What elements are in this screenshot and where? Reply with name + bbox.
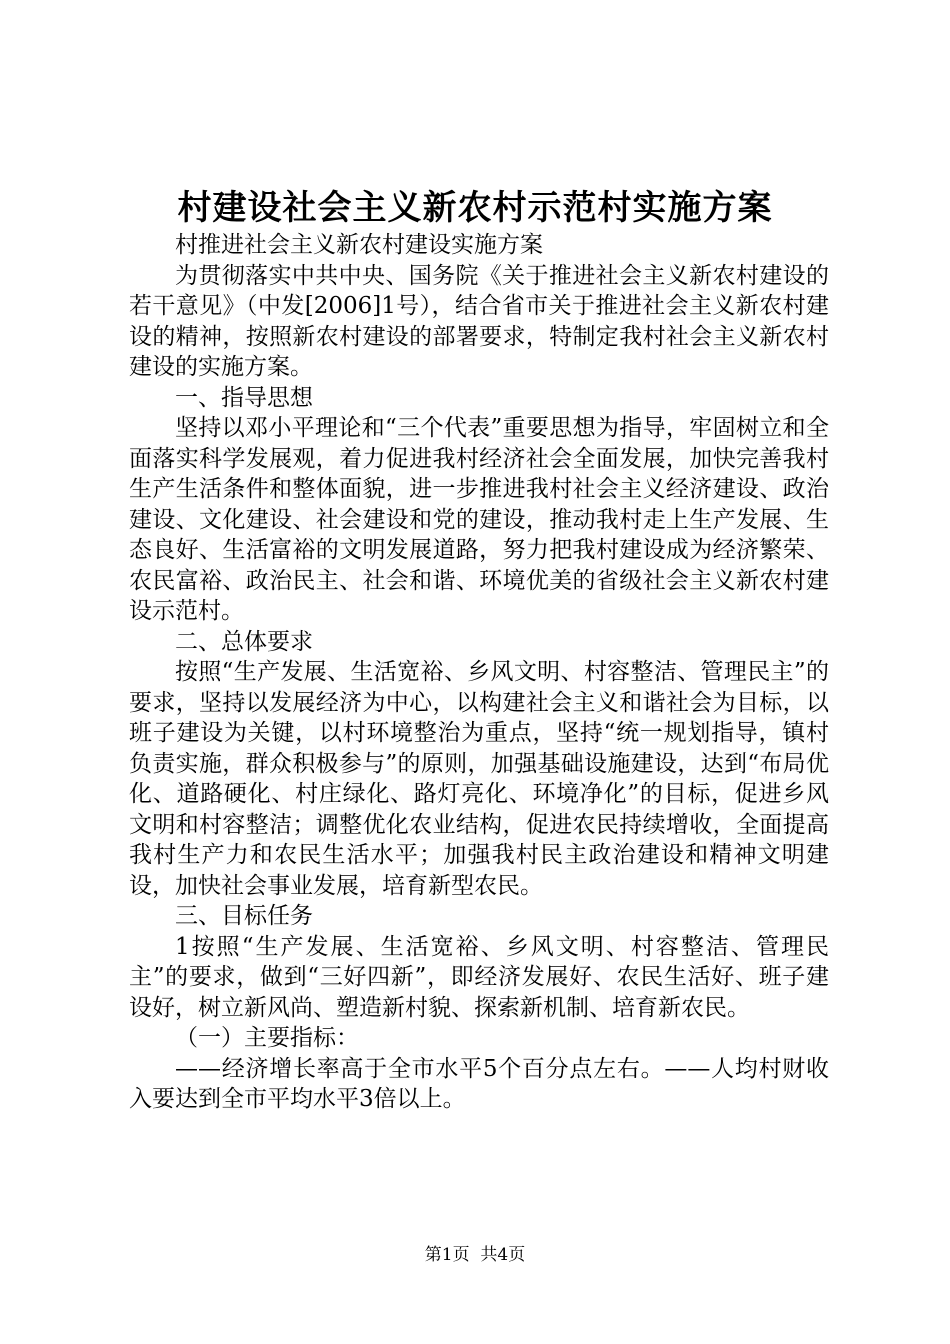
page-footer	[0, 1244, 950, 1266]
section-heading-guiding-ideology: 一、指导思想	[175, 384, 313, 411]
section-heading-overall-requirements: 二、总体要求	[175, 628, 313, 655]
paragraph-main-indicators: ——经济增长率高于全市水平5个百分点左右。——人均村财收入要达到全市平均水平3倍以上。	[129, 1055, 829, 1112]
document-title: 村建设社会主义新农村示范村实施方案	[177, 188, 773, 228]
document-body	[129, 230, 829, 1115]
page-number: 第1页	[424, 1245, 470, 1265]
paragraph-intro: 为贯彻落实中共中央、国务院《关于推进社会主义新农村建设的若干意见》（中发[2006]1号），结合省市关于推进社会主义新农村建设的精神，按照新农村建设的部署要求，特制定我村社会主义新农村建设的实施方案。	[129, 262, 829, 380]
page-total: 共4页	[480, 1245, 526, 1265]
paragraph-goals: 1按照“生产发展、生活宽裕、乡风文明、村容整洁、管理民主”的要求，做到“三好四新”，即经济发展好、农民生活好、班子建设好，树立新风尚、塑造新村貌、探索新机制、培育新农民。	[129, 933, 829, 1021]
paragraph-subtitle: 村推进社会主义新农村建设实施方案	[175, 232, 543, 258]
paragraph-guiding-ideology: 坚持以邓小平理论和“三个代表”重要思想为指导，牢固树立和全面落实科学发展观，着力促进我村经济社会全面发展，加快完善我村生产生活条件和整体面貌，进一步推进我村社会主义经济建设、政治建设、文化建设、社会建设和党的建设，推动我村走上生产发展、生态良好、生活富裕的文明发展道路，努力把我村建设成为经济繁荣、农民富裕、政治民主、社会和谐、环境优美的省级社会主义新农村建设示范村。	[129, 415, 829, 624]
section-heading-goals: 三、目标任务	[175, 903, 313, 929]
subsection-heading-main-indicators: （一）主要指标：	[175, 1025, 359, 1051]
paragraph-overall-requirements: 按照“生产发展、生活宽裕、乡风文明、村容整洁、管理民主”的要求，坚持以发展经济为中心，以构建社会主义和谐社会为目标，以班子建设为关键，以村环境整治为重点，坚持“统一规划指导，镇村负责实施，群众积极参与”的原则，加强基础设施建设，达到“布局优化、道路硬化、村庄绿化、路灯亮化、环境净化”的目标，促进乡风文明和村容整洁；调整优化农业结构，促进农民持续增收，全面提高我村生产力和农民生活水平；加强我村民主政治建设和精神文明建设，加快社会事业发展，培育新型农民。	[129, 659, 829, 899]
